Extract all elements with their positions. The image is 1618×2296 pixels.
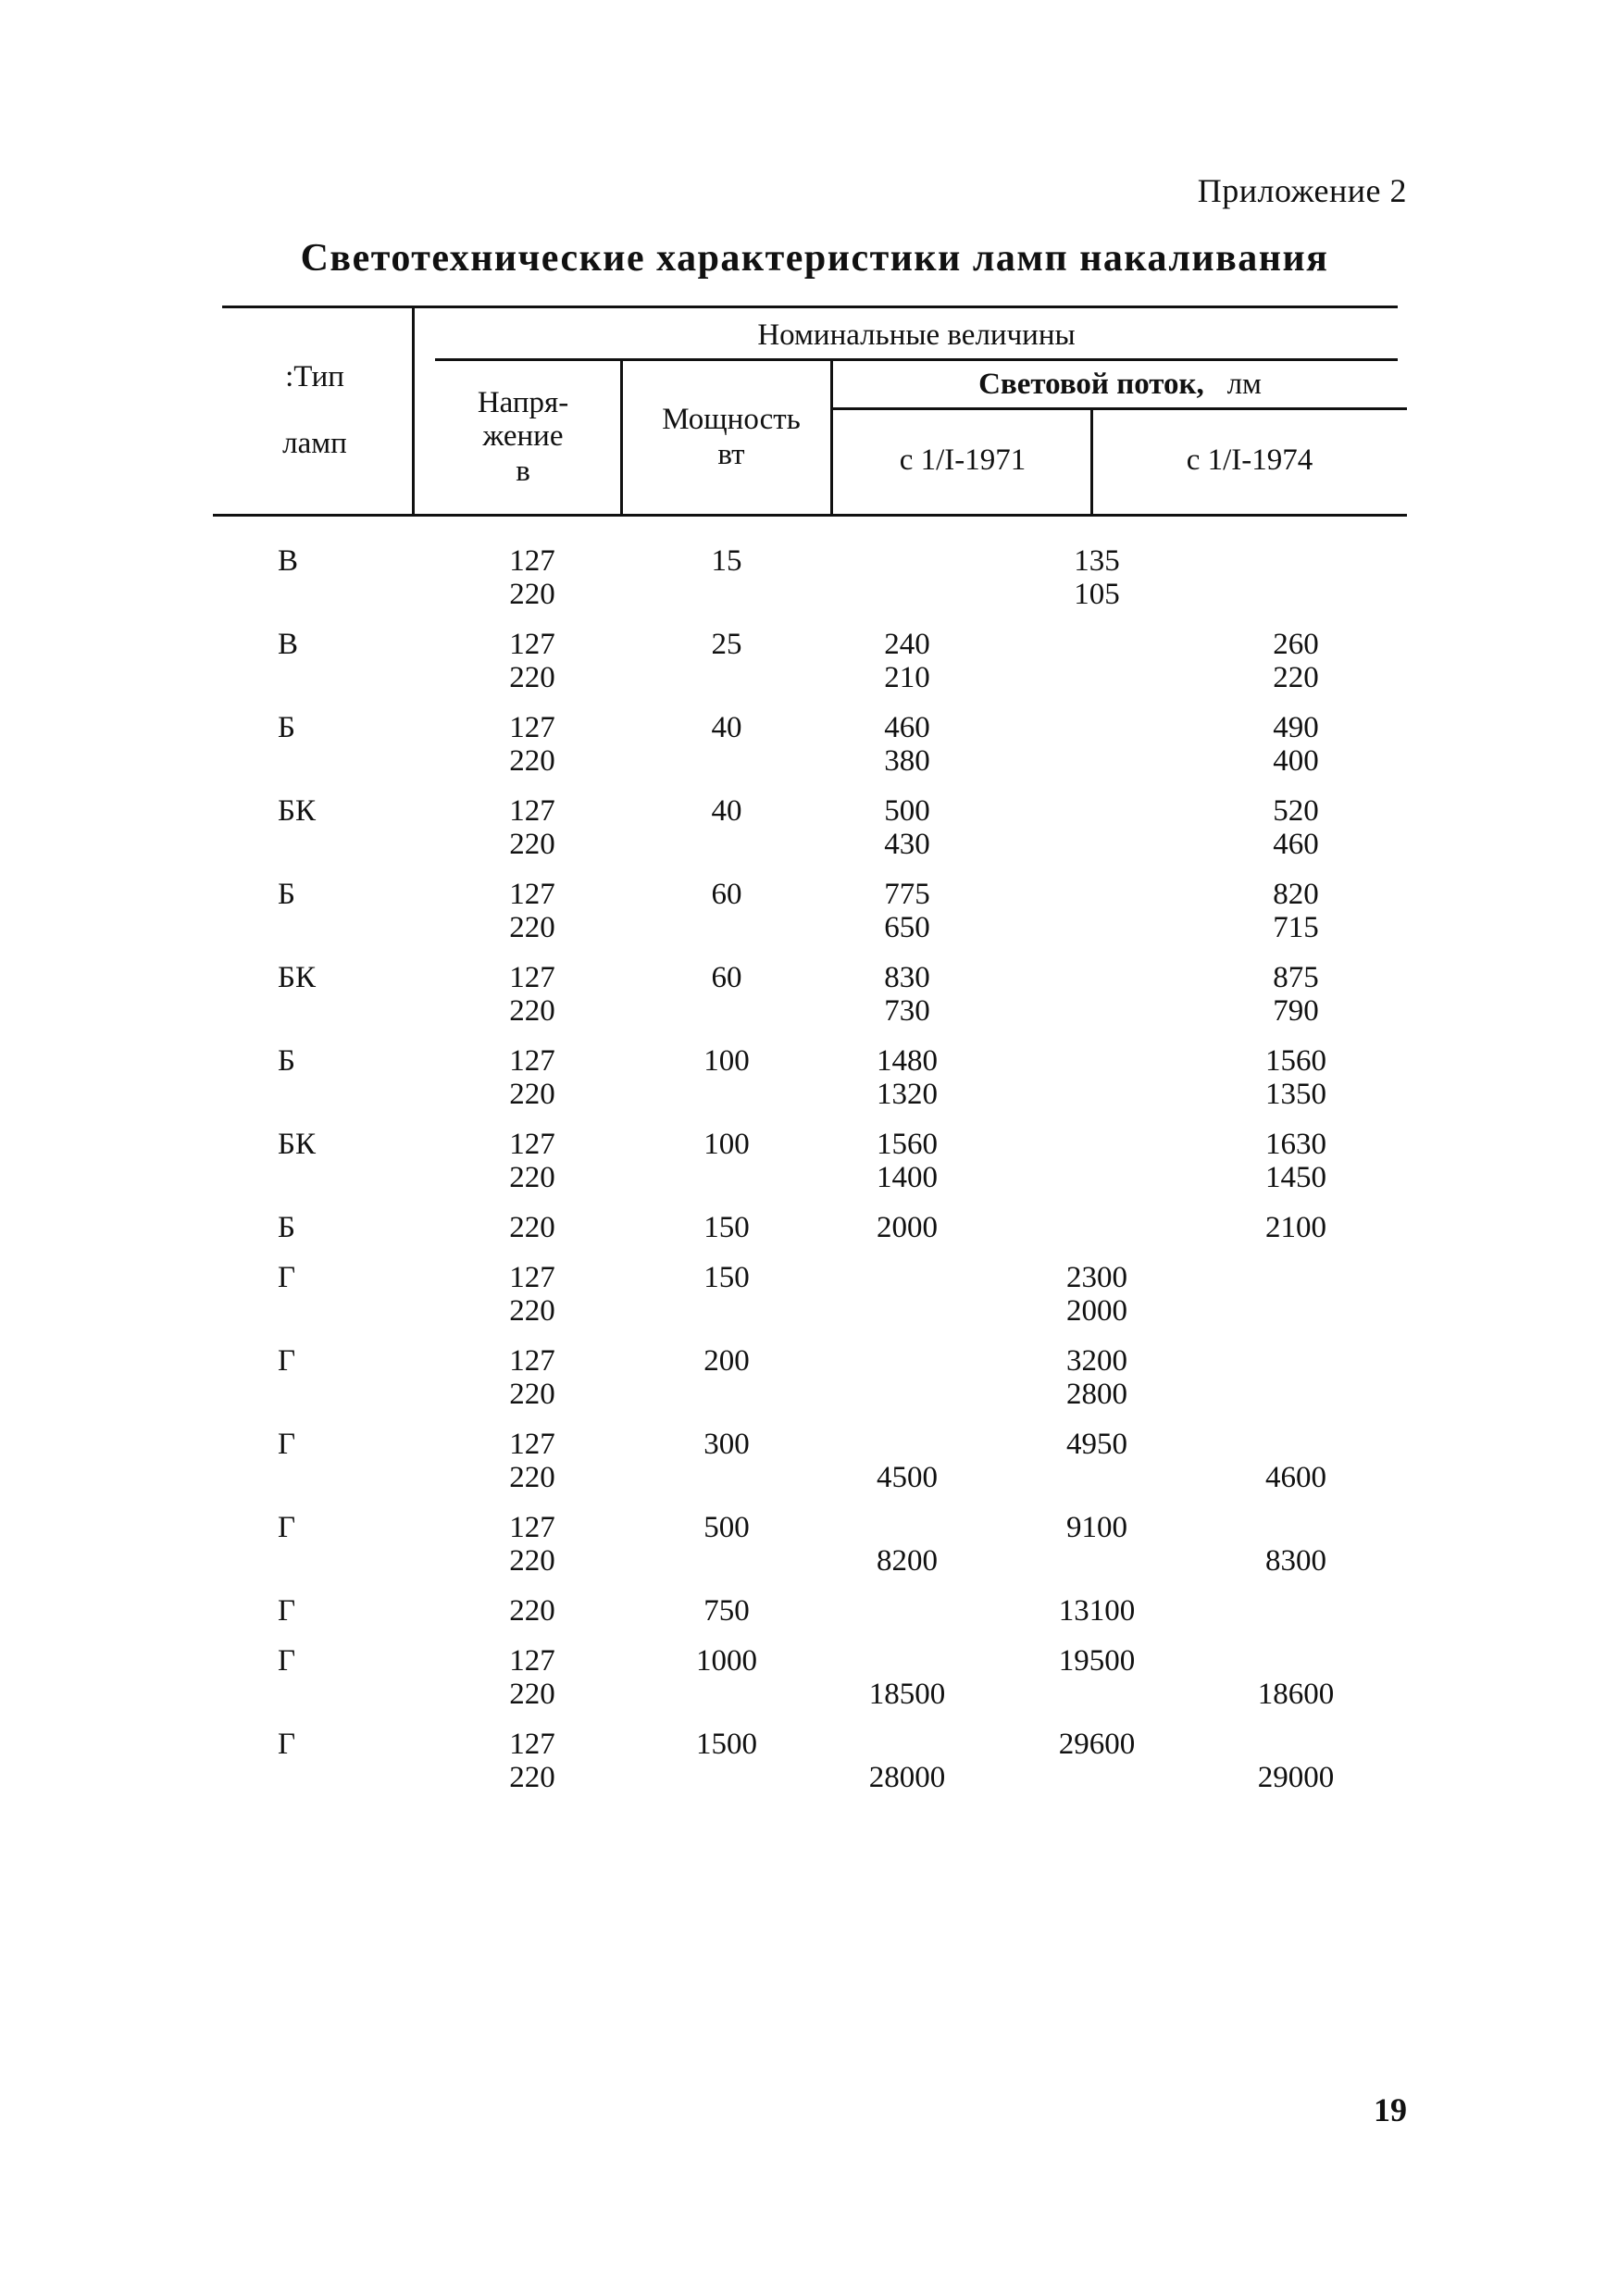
header-flux-unit: лм [1226,368,1262,401]
lamp-type-cell: БК [278,1128,316,1161]
flux-1974-cell-line [1240,1261,1351,1294]
flux-1974-cell [1240,1128,1351,1194]
flux-common-cell-line: 2000 [1066,1294,1127,1328]
flux-1974-cell-line [1240,1728,1351,1761]
flux-1971-cell-line [852,1511,963,1544]
flux-1974-cell [1240,1644,1351,1711]
lamp-type-cell: Г [278,1728,296,1761]
lamp-type-cell: Г [278,1594,296,1628]
flux-1971-cell-line: 18500 [868,1678,946,1711]
power-cell: 200 [703,1344,750,1378]
power-cell: 100 [703,1128,750,1161]
flux-1974-cell-line: 790 [1273,994,1319,1028]
flux-1971-cell-line: 730 [884,994,930,1028]
flux-1971-cell-line: 650 [884,911,930,944]
lamp-type-cell: БК [278,961,316,994]
flux-common-cell-line [1037,911,1157,944]
voltage-cell-line: 127 [509,794,555,828]
voltage-cell-line: 127 [509,711,555,744]
table-row [0,1428,1618,1502]
flux-1974-cell-line: 460 [1273,828,1319,861]
table-row [0,794,1618,868]
power-cell: 40 [711,794,742,828]
voltage-cell [491,1428,574,1494]
table-row [0,1511,1618,1585]
flux-common-cell [1037,1044,1157,1111]
flux-1971-cell-line: 830 [884,961,930,994]
flux-common-cell-line: 2800 [1066,1378,1127,1411]
flux-underline [833,407,1407,410]
voltage-cell [491,1511,574,1578]
table-row [0,711,1618,785]
flux-1974-cell-line: 715 [1273,911,1319,944]
flux-1971-cell-line: 380 [884,744,930,778]
voltage-cell-line: 127 [509,1128,555,1161]
voltage-cell [491,1044,574,1111]
flux-common-cell-line [1037,1128,1157,1161]
table-row [0,878,1618,952]
voltage-cell-line: 220 [509,661,555,694]
flux-1971-cell [852,711,963,778]
flux-1971-cell-line: 1400 [877,1161,938,1194]
voltage-cell-line: 127 [509,628,555,661]
flux-1974-cell [1240,1511,1351,1578]
voltage-cell [491,711,574,778]
flux-1971-cell-line [852,1261,963,1294]
flux-1971-cell-line [852,1344,963,1378]
flux-1974-cell-line: 490 [1273,711,1319,744]
flux-1971-cell-line [852,544,963,578]
table-row [0,1261,1618,1335]
voltage-cell [491,544,574,611]
voltage-cell-line: 220 [509,1294,555,1328]
voltage-cell [491,1344,574,1411]
table-row [0,1128,1618,1202]
flux-common-cell [1037,711,1157,778]
lamp-type-cell: В [278,628,299,661]
voltage-cell-line: 127 [509,1044,555,1078]
voltage-cell-line: 127 [509,1428,555,1461]
voltage-cell-line: 127 [509,1511,555,1544]
flux-common-cell-line [1037,1461,1157,1494]
flux-1971-cell-line [852,1294,963,1328]
flux-1974-cell-line [1240,578,1351,611]
lamp-type-cell: Б [278,1044,295,1078]
flux-common-cell [1037,1261,1157,1328]
flux-1971-cell-line: 460 [884,711,930,744]
voltage-cell [491,794,574,861]
voltage-cell-line: 127 [509,544,555,578]
lamp-type-cell: БК [278,794,316,828]
flux-1974-cell-line: 520 [1273,794,1319,828]
flux-common-cell-line: 135 [1074,544,1120,578]
voltage-cell-line: 220 [509,828,555,861]
table-row [0,1644,1618,1718]
flux-1971-cell-line: 240 [884,628,930,661]
lamp-type-cell: Г [278,1261,296,1294]
flux-1971-cell-line: 4500 [877,1461,938,1494]
flux-1971-cell-line: 500 [884,794,930,828]
voltage-cell [491,1128,574,1194]
flux-common-cell-line: 3200 [1066,1344,1127,1378]
flux-1971-cell [852,1728,963,1794]
flux-1974-cell [1240,628,1351,694]
flux-1971-cell [852,1261,963,1328]
power-cell: 15 [711,544,742,578]
table-row [0,961,1618,1035]
flux-common-cell [1037,1128,1157,1194]
table-row [0,544,1618,618]
flux-common-cell [1037,628,1157,694]
flux-common-cell-line [1037,1161,1157,1194]
table-row [0,628,1618,702]
flux-1971-cell-line [852,1378,963,1411]
flux-1971-cell [852,1344,963,1411]
flux-1974-cell-line: 1560 [1265,1044,1326,1078]
flux-common-cell [1037,1644,1157,1711]
flux-1971-cell-line [852,1428,963,1461]
flux-common-cell-line [1037,1678,1157,1711]
power-cell: 500 [703,1511,750,1544]
flux-1971-cell-line [852,1728,963,1761]
flux-1971-cell-line: 210 [884,661,930,694]
power-cell: 40 [711,711,742,744]
header-voltage-line1: Напря- [477,386,569,419]
voltage-cell-line: 220 [509,1461,555,1494]
flux-1971-cell [852,794,963,861]
flux-1974-cell-line: 1450 [1265,1161,1326,1194]
flux-common-cell [1037,1728,1157,1794]
flux-common-cell-line [1037,828,1157,861]
flux-common-cell [1037,794,1157,861]
flux-1974-cell-line: 220 [1273,661,1319,694]
header-bottom-rule [213,514,1407,517]
voltage-cell-line: 220 [509,1161,555,1194]
power-cell: 1500 [696,1728,757,1761]
flux-1971-cell [852,1511,963,1578]
lamp-type-cell: Б [278,878,295,911]
flux-common-cell-line [1037,1044,1157,1078]
voltage-cell-line: 127 [509,1261,555,1294]
flux-1974-cell [1240,794,1351,861]
flux-1971-cell [852,544,963,611]
header-nominal: Номинальные величины [757,318,1076,352]
flux-1974-cell-line: 29000 [1257,1761,1335,1794]
flux-1971-cell-line: 1480 [877,1044,938,1078]
voltage-cell [491,628,574,694]
flux-1974-cell-line [1240,1378,1351,1411]
flux-common-cell-line [1037,1211,1157,1244]
flux-1974-cell-line [1240,1511,1351,1544]
flux-common-cell [1037,961,1157,1028]
flux-1974-cell [1240,878,1351,944]
voltage-cell-line: 220 [509,744,555,778]
table-title: Светотехнические характеристики ламп накаливания [300,237,1329,280]
flux-1974-cell-line: 1350 [1265,1078,1326,1111]
voltage-cell-line: 220 [509,1594,555,1628]
voltage-cell-line: 220 [509,1761,555,1794]
power-cell: 750 [703,1594,750,1628]
flux-1971-cell [852,1128,963,1194]
flux-1971-cell [852,1428,963,1494]
header-voltage-line2: жение [482,419,564,453]
flux-1971-cell-line: 28000 [868,1761,946,1794]
voltage-cell [491,1644,574,1711]
flux-1971-cell [852,961,963,1028]
flux-1974-cell [1240,544,1351,611]
flux-1971-cell-line [852,1594,963,1628]
flux-common-cell-line: 13100 [1058,1594,1136,1628]
header-type-line2: ламп [282,427,347,460]
flux-common-cell-line [1037,961,1157,994]
flux-1971-cell [852,1644,963,1711]
power-cell: 25 [711,628,742,661]
voltage-cell-line: 220 [509,911,555,944]
voltage-cell-line: 127 [509,1344,555,1378]
flux-common-cell-line [1037,1544,1157,1578]
flux-common-cell-line: 2300 [1066,1261,1127,1294]
flux-1974-cell-line: 820 [1273,878,1319,911]
flux-common-cell-line [1037,878,1157,911]
lamp-type-cell: Г [278,1511,296,1544]
flux-1974-cell [1240,1261,1351,1328]
flux-common-cell-line: 4950 [1066,1428,1127,1461]
table-row [0,1728,1618,1802]
table-top-rule [222,306,1398,308]
voltage-cell-line: 127 [509,1728,555,1761]
flux-1974-cell-line [1240,1344,1351,1378]
power-cell: 300 [703,1428,750,1461]
lamp-type-cell: Г [278,1644,296,1678]
lamp-type-cell: Б [278,1211,295,1244]
flux-1974-cell [1240,1344,1351,1411]
header-type-line1: :Тип [285,360,344,393]
flux-1971-cell-line: 775 [884,878,930,911]
flux-1974-cell-line [1240,1644,1351,1678]
flux-1974-cell [1240,961,1351,1028]
voltage-cell [491,961,574,1028]
voltage-cell-line: 220 [509,1678,555,1711]
header-voltage-line3: в [516,455,530,488]
flux-common-cell-line [1037,1078,1157,1111]
flux-1974-cell-line: 260 [1273,628,1319,661]
flux-1974-cell-line: 4600 [1265,1461,1326,1494]
power-column-divider [830,360,833,514]
header-flux-label: Световой поток, [978,368,1204,401]
voltage-column-divider [620,360,623,514]
lamp-type-cell: Г [278,1344,296,1378]
flux-1974-cell [1240,1044,1351,1111]
flux-1974-cell-line [1240,544,1351,578]
header-power-line2: вт [717,438,745,471]
flux-common-cell [1037,1511,1157,1578]
power-cell: 150 [703,1261,750,1294]
power-cell: 60 [711,961,742,994]
header-from-1971: с 1/I-1971 [899,443,1027,477]
voltage-cell-line: 220 [509,578,555,611]
voltage-cell-line: 220 [509,994,555,1028]
voltage-cell [491,1261,574,1328]
appendix-label: Приложение 2 [1197,172,1407,209]
voltage-cell-line: 220 [509,1211,555,1244]
flux-1974-cell [1240,1428,1351,1494]
flux-1974-cell-line: 875 [1273,961,1319,994]
flux-1971-cell-line [852,1644,963,1678]
header-flux [889,368,1351,400]
flux-1971-cell [852,628,963,694]
flux-1974-cell-line: 1630 [1265,1128,1326,1161]
header-from-1974: с 1/I-1974 [1186,443,1313,477]
type-column-divider [412,307,415,514]
flux-common-cell-line [1037,661,1157,694]
lamp-type-cell: Б [278,711,295,744]
flux-1974-cell-line: 2100 [1265,1211,1326,1244]
flux-1974-cell-line: 8300 [1265,1544,1326,1578]
flux-1974-cell-line: 400 [1273,744,1319,778]
voltage-cell-line: 220 [509,1078,555,1111]
flux-1974-cell-line [1240,1594,1351,1628]
flux-date-divider [1090,409,1093,514]
flux-common-cell-line: 105 [1074,578,1120,611]
flux-common-cell-line: 9100 [1066,1511,1127,1544]
flux-1974-cell [1240,711,1351,778]
flux-1974-cell-line [1240,1428,1351,1461]
flux-common-cell-line [1037,994,1157,1028]
flux-1971-cell [852,1044,963,1111]
flux-1971-cell-line: 2000 [877,1211,938,1244]
flux-1971-cell-line: 8200 [877,1544,938,1578]
voltage-cell-line: 127 [509,1644,555,1678]
flux-1971-cell-line: 1320 [877,1078,938,1111]
power-cell: 1000 [696,1644,757,1678]
page-number: 19 [1374,2091,1407,2128]
flux-common-cell-line [1037,711,1157,744]
flux-1974-cell-line [1240,1294,1351,1328]
flux-1971-cell-line [852,578,963,611]
flux-1971-cell-line: 1560 [877,1128,938,1161]
flux-1974-cell [1240,1728,1351,1794]
lamp-type-cell: Г [278,1428,296,1461]
flux-common-cell [1037,1344,1157,1411]
flux-common-cell [1037,544,1157,611]
table-row [0,1044,1618,1118]
flux-common-cell-line [1037,794,1157,828]
lamp-type-cell: В [278,544,299,578]
flux-common-cell-line: 29600 [1058,1728,1136,1761]
flux-common-cell [1037,878,1157,944]
header-power-line1: Мощность [662,403,801,436]
voltage-cell-line: 127 [509,961,555,994]
voltage-cell [491,1728,574,1794]
power-cell: 150 [703,1211,750,1244]
flux-common-cell-line [1037,1761,1157,1794]
voltage-cell-line: 220 [509,1544,555,1578]
flux-common-cell-line: 19500 [1058,1644,1136,1678]
flux-1971-cell [852,878,963,944]
voltage-cell [491,878,574,944]
voltage-cell-line: 127 [509,878,555,911]
power-cell: 100 [703,1044,750,1078]
flux-common-cell-line [1037,628,1157,661]
nominal-underline [435,358,1398,361]
table-row [0,1344,1618,1418]
power-cell: 60 [711,878,742,911]
flux-common-cell-line [1037,744,1157,778]
flux-1974-cell-line: 18600 [1257,1678,1335,1711]
voltage-cell-line: 220 [509,1378,555,1411]
flux-1971-cell-line: 430 [884,828,930,861]
flux-common-cell [1037,1428,1157,1494]
